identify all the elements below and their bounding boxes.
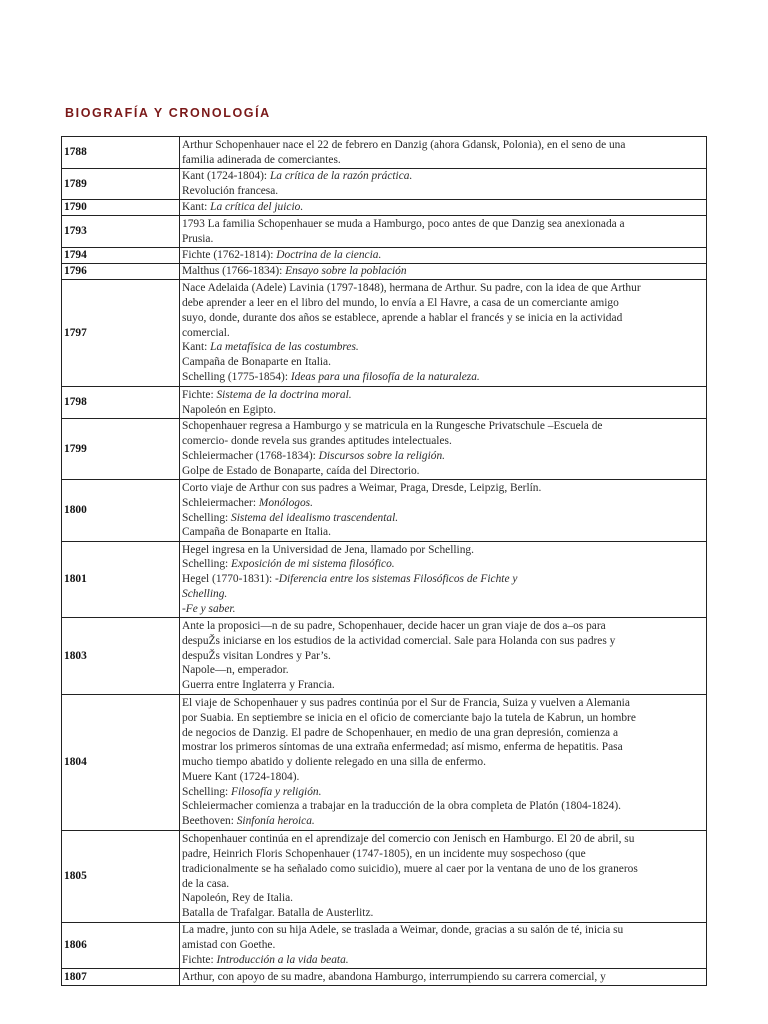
- year-cell: 1796: [62, 264, 180, 280]
- event-line: [182, 311, 704, 326]
- work-title: -Fe y saber.: [182, 602, 236, 615]
- chronology-row: [62, 480, 707, 542]
- event-line: [182, 138, 704, 153]
- year-cell: 1799: [62, 419, 180, 480]
- event-line: [182, 953, 704, 968]
- event-line: [182, 403, 704, 418]
- chronology-row: [62, 695, 707, 831]
- event-line: [182, 696, 704, 711]
- year-cell: 1804: [62, 695, 180, 831]
- year-cell: 1806: [62, 923, 180, 969]
- work-title: Discursos sobre la religión.: [318, 450, 445, 462]
- event-cell: [180, 480, 707, 542]
- chronology-row: [62, 248, 707, 264]
- event-text: Schopenhauer regresa a Hamburgo y se matricula en la Rungesche Privatschule –Escuela de: [182, 420, 603, 433]
- event-line: [182, 711, 704, 726]
- event-text: de negocios de Danzig. El padre de Schopenhauer, en medio de una gran depresión, comienza a: [182, 726, 619, 739]
- work-title: Schelling.: [182, 587, 228, 600]
- event-line: [182, 619, 704, 634]
- year-cell: 1790: [62, 200, 180, 216]
- chronology-row: [62, 923, 707, 969]
- year-cell: 1798: [62, 387, 180, 419]
- chronology-row: [62, 200, 707, 216]
- work-title: Ensayo sobre la población: [285, 265, 407, 278]
- event-line: [182, 634, 704, 649]
- chronology-row: [62, 216, 707, 248]
- event-line: [182, 938, 704, 953]
- event-text: Muere Kant (1724-1804).: [182, 770, 300, 783]
- event-text: Fichte:: [182, 388, 217, 401]
- event-text: Schopenhauer continúa en el aprendizaje del comercio con Jenisch en Hamburgo. El 20 de abril, su: [182, 833, 635, 846]
- event-line: [182, 200, 704, 215]
- event-text: Hegel (1770-1831):: [182, 573, 275, 586]
- event-cell: [180, 419, 707, 480]
- chronology-row: [62, 137, 707, 169]
- event-text: Napoleón en Egipto.: [182, 403, 276, 416]
- year-cell: 1807: [62, 969, 180, 986]
- event-line: [182, 799, 704, 814]
- chronology-row: [62, 831, 707, 923]
- year-cell: 1800: [62, 480, 180, 542]
- event-text: familia adinerada de comerciantes.: [182, 153, 341, 166]
- event-text: Golpe de Estado de Bonaparte, caída del Directorio.: [182, 464, 420, 477]
- event-line: [182, 847, 704, 862]
- event-line: [182, 557, 704, 572]
- event-cell: [180, 542, 707, 618]
- event-text: padre, Heinrich Floris Schopenhauer (1747-1805), en un incidente muy sospechoso (que: [182, 847, 586, 860]
- event-text: por Suabia. En septiembre se inicia en el oficio de comerciante bajo la tutela de Kabrun, un hombre: [182, 711, 636, 724]
- event-line: [182, 232, 704, 247]
- event-line: [182, 755, 704, 770]
- event-line: [182, 906, 704, 921]
- event-text: mucho tiempo abatido y doliente relegado en una silla de enfermo.: [182, 756, 486, 769]
- event-text: Napoleón, Rey de Italia.: [182, 892, 294, 905]
- event-text: Beethoven:: [182, 815, 237, 828]
- event-cell: [180, 695, 707, 831]
- event-line: [182, 970, 704, 985]
- event-line: [182, 184, 704, 199]
- event-text: Schleiermacher:: [182, 496, 259, 509]
- work-title: Ideas para una filosofía de la naturaleza.: [290, 370, 480, 383]
- event-line: [182, 434, 704, 449]
- event-text: tradicionalmente se ha señalado como suicidio), muere al caer por la ventana de uno de los graneros: [182, 862, 638, 875]
- work-title: Sistema del idealismo trascendental.: [231, 511, 399, 524]
- event-text: comercial.: [182, 326, 230, 339]
- event-line: [182, 862, 704, 877]
- event-text: Batalla de Trafalgar. Batalla de Austerlitz.: [182, 907, 374, 920]
- chronology-row: [62, 264, 707, 280]
- event-line: [182, 169, 704, 184]
- event-text: Campaña de Bonaparte en Italia.: [182, 356, 331, 369]
- page-heading: BIOGRAFÍA Y CRONOLOGÍA: [65, 106, 271, 120]
- event-line: [182, 572, 704, 587]
- event-line: [182, 248, 704, 263]
- event-text: 1793 La familia Schopenhauer se muda a Hamburgo, poco antes de que Danzig sea anexionada a: [182, 217, 625, 230]
- event-line: [182, 877, 704, 892]
- year-cell: 1794: [62, 248, 180, 264]
- year-cell: 1788: [62, 137, 180, 169]
- chronology-row: [62, 387, 707, 419]
- event-line: [182, 678, 704, 693]
- event-cell: [180, 969, 707, 986]
- year-cell: 1801: [62, 542, 180, 618]
- event-line: [182, 281, 704, 296]
- event-line: [182, 153, 704, 168]
- event-text: Fichte (1762-1814):: [182, 249, 277, 262]
- event-line: [182, 740, 704, 755]
- work-title: Sinfonía heroica.: [236, 815, 315, 828]
- event-text: Malthus (1766-1834):: [182, 265, 286, 278]
- year-cell: 1797: [62, 280, 180, 387]
- event-text: suyo, donde, durante dos años se establece, aprende a hablar el francés y se inicia en la actividad: [182, 311, 623, 324]
- chronology-row: [62, 280, 707, 387]
- event-cell: [180, 248, 707, 264]
- event-line: [182, 543, 704, 558]
- chronology-row: [62, 618, 707, 695]
- event-text: Schleiermacher (1768-1834):: [182, 450, 319, 462]
- event-text: Corto viaje de Arthur con sus padres a Weimar, Praga, Dresde, Leipzig, Berlín.: [182, 481, 542, 494]
- event-text: mostrar los primeros síntomas de una extraña enfermedad; así mismo, enferma de hepatitis. Pasa: [182, 741, 623, 754]
- work-title: Doctrina de la ciencia.: [276, 249, 382, 262]
- event-line: [182, 511, 704, 526]
- chronology-row: [62, 969, 707, 986]
- event-line: [182, 649, 704, 664]
- chronology-table: [61, 136, 707, 986]
- event-text: La madre, junto con su hija Adele, se traslada a Weimar, donde, gracias a su salón de té, inicia su: [182, 924, 624, 937]
- event-text: comercio- donde revela sus grandes aptitudes intelectuales.: [182, 435, 452, 448]
- event-text: Schelling (1775-1854):: [182, 370, 291, 383]
- event-cell: [180, 280, 707, 387]
- event-line: [182, 785, 704, 800]
- event-text: Nace Adelaida (Adele) Lavinia (1797-1848), hermana de Arthur. Su padre, con la idea de que Arthur: [182, 282, 641, 295]
- event-line: [182, 923, 704, 938]
- chronology-row: [62, 169, 707, 200]
- event-text: debe aprender a leer en el libro del mundo, lo envía a El Havre, a casa de un comerciante amigo: [182, 297, 619, 309]
- event-text: Arthur, con apoyo de su madre, abandona Hamburgo, interrumpiendo su carrera comercial, y: [182, 970, 606, 983]
- event-line: [182, 217, 704, 232]
- event-text: Revolución francesa.: [182, 185, 279, 197]
- event-line: [182, 370, 704, 385]
- event-text: Prusia.: [182, 232, 214, 245]
- event-cell: [180, 137, 707, 169]
- event-cell: [180, 923, 707, 969]
- event-cell: [180, 169, 707, 200]
- event-text: Campaña de Bonaparte en Italia.: [182, 526, 331, 539]
- event-text: Guerra entre Inglaterra y Francia.: [182, 679, 335, 692]
- event-line: [182, 464, 704, 479]
- event-line: [182, 525, 704, 540]
- event-text: Schelling:: [182, 785, 232, 798]
- year-cell: 1805: [62, 831, 180, 923]
- event-line: [182, 355, 704, 370]
- year-cell: 1789: [62, 169, 180, 200]
- chronology-table-body: [62, 137, 707, 986]
- event-line: [182, 587, 704, 602]
- event-text: Napole—n, emperador.: [182, 664, 289, 677]
- event-line: [182, 340, 704, 355]
- event-line: [182, 832, 704, 847]
- work-title: Monólogos.: [258, 496, 313, 509]
- event-text: Kant:: [182, 201, 211, 214]
- event-text: despuŽs iniciarse en los estudios de la actividad comercial. Sale para Holanda con sus padres y: [182, 634, 616, 647]
- event-line: [182, 663, 704, 678]
- event-text: Fichte:: [182, 953, 217, 966]
- event-line: [182, 891, 704, 906]
- event-text: Schleiermacher comienza a trabajar en la traducción de la obra completa de Platón (1804-1824).: [182, 800, 621, 813]
- event-text: despuŽs visitan Londres y Par’s.: [182, 649, 331, 662]
- event-text: Ante la proposici—n de su padre, Schopenhauer, decide hacer un gran viaje de dos a–os para: [182, 620, 606, 632]
- event-line: [182, 326, 704, 341]
- event-cell: [180, 216, 707, 248]
- work-title: La crítica de la razón práctica.: [269, 170, 413, 183]
- event-line: [182, 388, 704, 403]
- event-line: [182, 770, 704, 785]
- event-line: [182, 496, 704, 511]
- event-text: Schelling:: [182, 558, 232, 571]
- work-title: Introducción a la vida beata.: [216, 953, 349, 966]
- event-text: Kant:: [182, 341, 211, 354]
- event-cell: [180, 387, 707, 419]
- event-line: [182, 419, 704, 434]
- event-text: El viaje de Schopenhauer y sus padres continúa por el Sur de Francia, Suiza y vuelven a Alemania: [182, 696, 630, 709]
- event-text: Schelling:: [182, 511, 232, 524]
- event-cell: [180, 831, 707, 923]
- event-line: [182, 449, 704, 464]
- work-title: Sistema de la doctrina moral.: [216, 388, 352, 401]
- work-title: La metafísica de las costumbres.: [210, 341, 359, 354]
- work-title: Filosofía y religión.: [231, 785, 322, 798]
- event-cell: [180, 618, 707, 695]
- chronology-row: [62, 419, 707, 480]
- event-cell: [180, 200, 707, 216]
- event-text: amistad con Goethe.: [182, 939, 276, 952]
- event-line: [182, 481, 704, 496]
- work-title: La crítica del juicio.: [210, 201, 304, 214]
- work-title: Exposición de mi sistema filosófico.: [231, 558, 395, 571]
- year-cell: 1803: [62, 618, 180, 695]
- event-line: [182, 296, 704, 311]
- event-line: [182, 814, 704, 829]
- event-cell: [180, 264, 707, 280]
- event-line: [182, 264, 704, 279]
- event-line: [182, 602, 704, 617]
- event-text: Arthur Schopenhauer nace el 22 de febrero en Danzig (ahora Gdansk, Polonia), en el seno de una: [182, 138, 626, 151]
- event-text: Hegel ingresa en la Universidad de Jena, llamado por Schelling.: [182, 543, 474, 556]
- event-text: de la casa.: [182, 877, 230, 890]
- event-text: Kant (1724-1804):: [182, 170, 270, 183]
- work-title: -Diferencia entre los sistemas Filosóficos de Fichte y: [275, 573, 518, 586]
- event-line: [182, 726, 704, 741]
- chronology-row: [62, 542, 707, 618]
- year-cell: 1793: [62, 216, 180, 248]
